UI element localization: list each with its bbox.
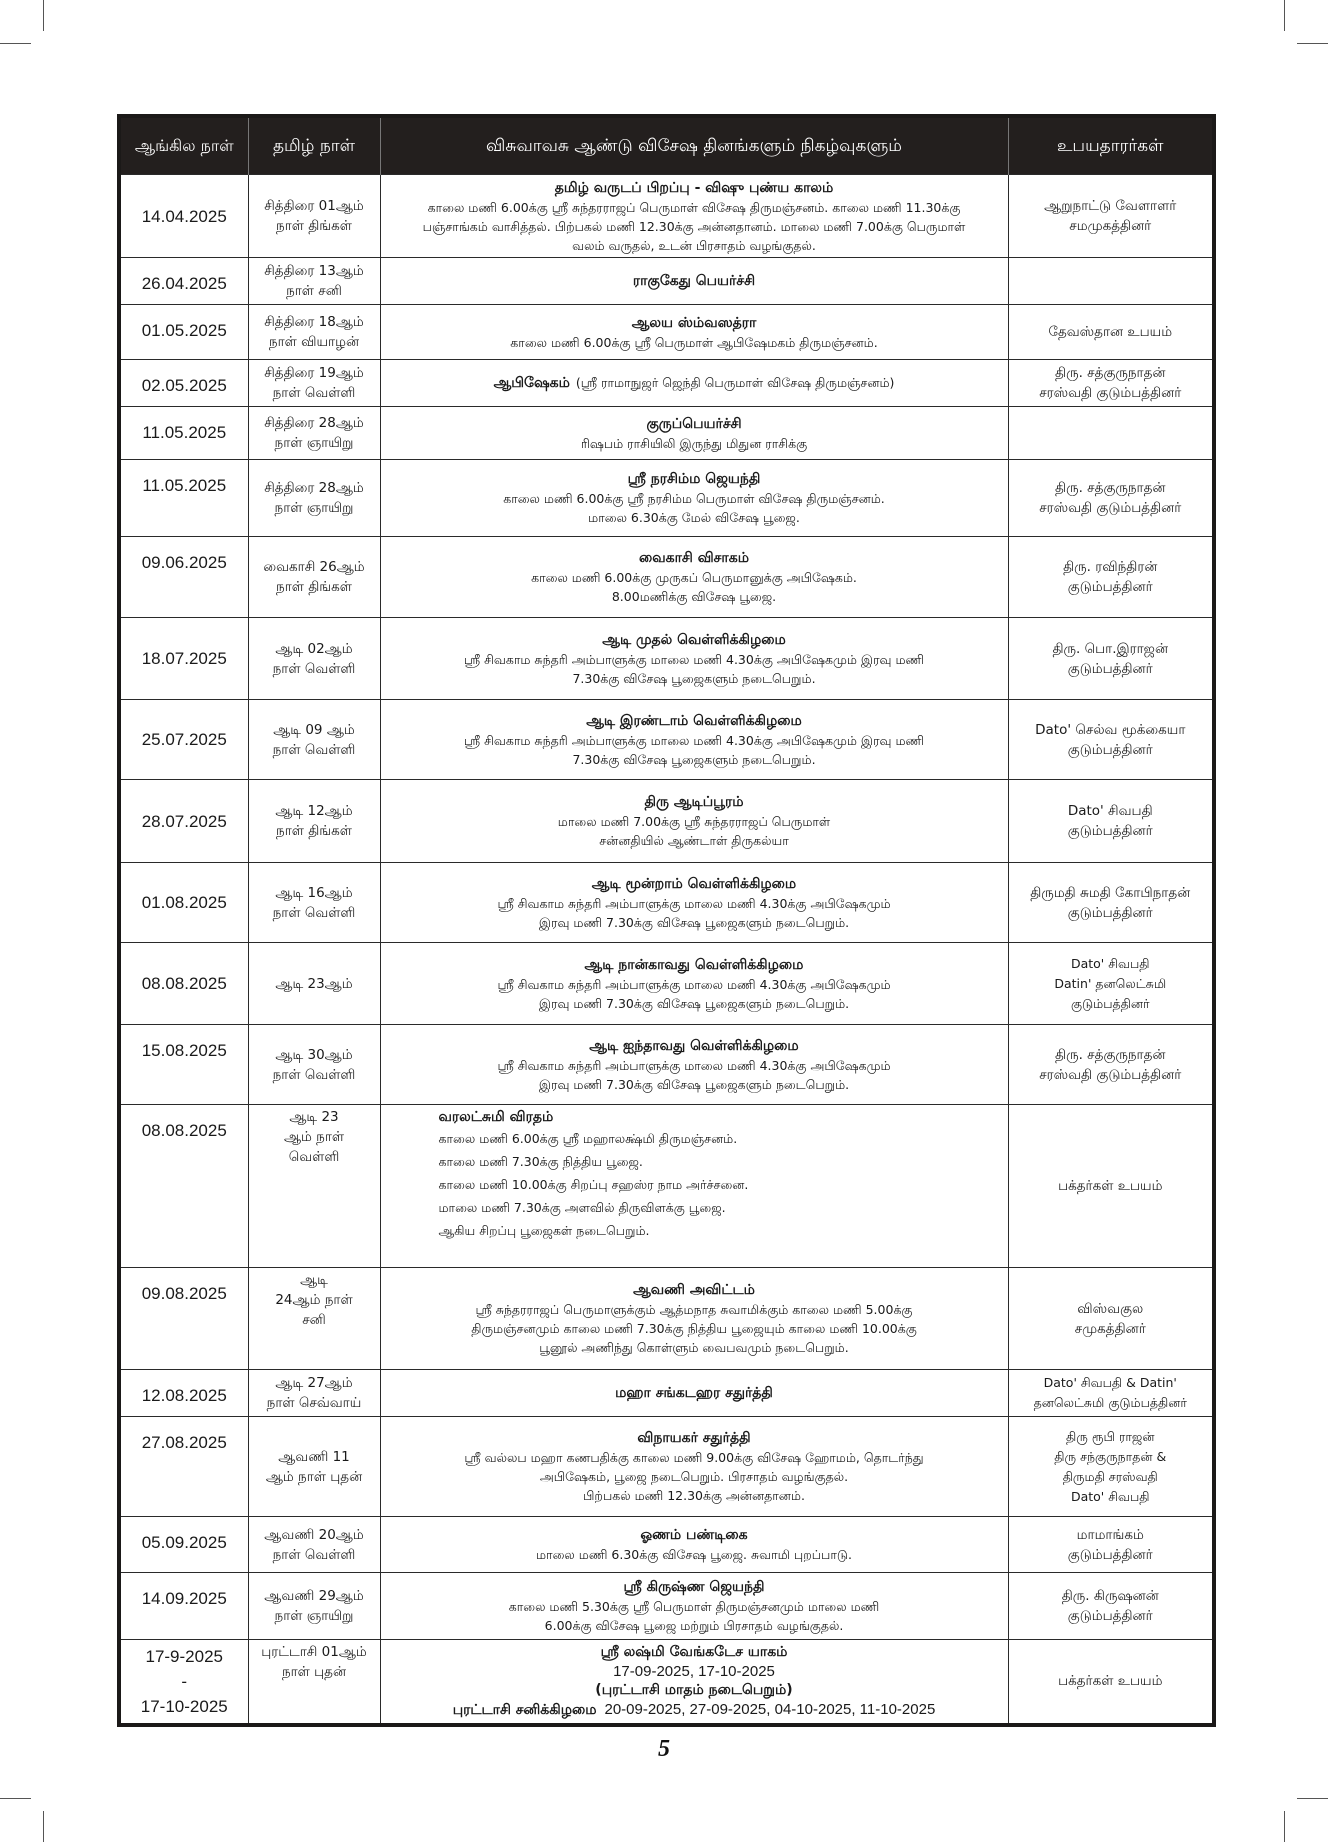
- event-title-text: ஆபிஷேகம்: [493, 375, 570, 391]
- sponsor-line: சரஸ்வதி குடும்பத்தினர்: [1039, 385, 1182, 401]
- table-row: [119, 305, 1214, 360]
- tamil-date-line: புரட்டாசி 01ஆம்: [261, 1644, 367, 1660]
- table-row: [119, 1573, 1214, 1640]
- header-english-date: ஆங்கில நாள்: [119, 116, 248, 175]
- crop-mark: [1284, 1811, 1285, 1842]
- tamil-date-cell: [248, 407, 380, 460]
- event-detail-line: காலை மணி 7.30க்கு நித்திய பூஜை.: [438, 1154, 643, 1169]
- event-title: ஆலய ஸ்ம்வஸத்ரா: [631, 314, 757, 331]
- tamil-date-cell: [248, 863, 380, 943]
- sponsor-line: சரஸ்வதி குடும்பத்தினர்: [1039, 1066, 1182, 1083]
- event-detail-line: ஸ்ரீ சிவகாம சுந்தரி அம்பாளுக்கு மாலை மணி 4.30க்கு அபிஷேகமும் இரவு மணி: [463, 651, 925, 667]
- sponsor-line: தேவஸ்தான உபயம்: [1048, 324, 1173, 340]
- english-date-cell: [119, 780, 248, 863]
- english-date: 05.09.2025: [141, 1533, 227, 1552]
- tamil-date-cell: [248, 1517, 380, 1573]
- tamil-date-line: நாள் ஞாயிறு: [274, 1608, 354, 1624]
- english-date: 11.05.2025: [142, 476, 227, 495]
- table-row: [119, 863, 1214, 943]
- sponsor-cell: [1008, 1573, 1214, 1640]
- sponsor-cell: [1008, 460, 1214, 537]
- sponsor-line: திரு. சத்குருநாதன்: [1055, 365, 1166, 381]
- event-title-suffix: (ஸ்ரீ ராமாநுஜர் ஜெந்தி பெருமாள் விசேஷ திருமஞ்சனம்): [575, 375, 895, 390]
- tamil-date-cell: [248, 175, 380, 258]
- sponsor-cell: [1008, 305, 1214, 360]
- sponsor-cell: [1008, 1025, 1214, 1105]
- sponsor-cell: [1008, 1517, 1214, 1573]
- event-cell: [380, 943, 1008, 1025]
- english-date-cell: [119, 618, 248, 700]
- sponsor-line: திரு சந்குருநாதன் &: [1054, 1448, 1167, 1464]
- event-detail-line: ஸ்ரீ சுந்தரராஜப் பெருமாளுக்கும் ஆத்மநாத சுவாமிக்கும் காலை மணி 5.00க்கு: [475, 1302, 913, 1317]
- event-detail-line: சன்னதியில் ஆண்டாள் திருகல்யா: [599, 833, 789, 848]
- tamil-date-cell: [248, 1417, 380, 1517]
- tamil-date-line: நாள் ஞாயிறு: [274, 500, 354, 516]
- event-detail-line: அபிஷேகம், பூஜை நடைபெறும். பிரசாதம் வழங்குதல்.: [539, 1469, 849, 1484]
- table-row: [119, 700, 1214, 780]
- tamil-date-line: ஆடி 16ஆம்: [275, 884, 353, 901]
- event-detail-line: 8.00மணிக்கு விசேஷ பூஜை.: [611, 589, 777, 604]
- tamil-date-line: சனி: [302, 1312, 326, 1328]
- english-date: 12.08.2025: [141, 1386, 227, 1405]
- table-row: [119, 360, 1214, 407]
- tamil-date-line: நாள் திங்கள்: [276, 218, 352, 234]
- sponsor-cell: [1008, 407, 1214, 460]
- english-date: 08.08.2025: [141, 1121, 227, 1140]
- tamil-date-line: நாள் செவ்வாய்: [266, 1395, 362, 1411]
- event-detail-line: காலை மணி 6.00க்கு ஸ்ரீ மஹாலக்ஷ்மி திருமஞ்சனம்.: [438, 1131, 738, 1146]
- tamil-date-line: ஆடி 27ஆம்: [275, 1375, 353, 1391]
- english-date-cell: [119, 460, 248, 537]
- sponsor-line: சரஸ்வதி குடும்பத்தினர்: [1039, 500, 1182, 516]
- sponsor-line: திரு. சத்குருநாதன்: [1055, 480, 1166, 496]
- event-detail-line: ஸ்ரீ சிவகாம சுந்தரி அம்பாளுக்கு மாலை மணி 4.30க்கு அபிஷேகமும்: [497, 976, 891, 992]
- event-title: ஸ்ரீ நரசிம்ம ஜெயந்தி: [627, 471, 761, 487]
- event-detail-line: பூனூல் அணிந்து கொள்ளும் வைபவமும் நடைபெறும்.: [539, 1340, 849, 1355]
- table-body: [119, 175, 1214, 1725]
- tamil-date-line: ஆடி 23ஆம்: [275, 975, 353, 992]
- sponsor-line: குடும்பத்தினர்: [1067, 660, 1153, 677]
- event-detail-line: 7.30க்கு விசேஷ பூஜைகளும் நடைபெறும்.: [572, 670, 816, 686]
- event-detail-line: ரிஷபம் ராசியிலி இருந்து மிதுன ராசிக்கு: [580, 435, 808, 451]
- table-row: [119, 1025, 1214, 1105]
- event-title: திரு ஆடிப்பூரம்: [644, 794, 744, 810]
- event-cell: [380, 1417, 1008, 1517]
- english-date-cell: [119, 305, 248, 360]
- sponsor-line: Dato' சிவபதி: [1067, 803, 1153, 819]
- event-detail-line: காலை மணி 6.00க்கு ஸ்ரீ சுந்தரராஜப் பெருமாள் விசேஷ திருமஞ்சனம். காலை மணி 11.30க்கு: [427, 199, 961, 215]
- english-date-cell: [119, 407, 248, 460]
- tamil-date-cell: [248, 943, 380, 1025]
- event-detail-line: பஞ்சாங்கம் வாசித்தல். பிற்பகல் மணி 12.30க்கு அன்னதானம். மாலை மணி 7.00க்கு பெருமாள்: [422, 218, 966, 234]
- english-date-cell: [119, 1573, 248, 1640]
- event-title: விநாயகர் சதுர்த்தி: [637, 1430, 751, 1446]
- table-row: [119, 1268, 1214, 1370]
- english-date-cell: [119, 943, 248, 1025]
- event-title: ஆடி நான்காவது வெள்ளிக்கிழமை: [584, 956, 804, 973]
- table-row: [119, 537, 1214, 618]
- event-title: ஆவணி அவிட்டம்: [633, 1282, 755, 1298]
- table-row: [119, 1105, 1214, 1268]
- tamil-date-line: வைகாசி 26ஆம்: [263, 559, 365, 575]
- sponsor-line: Datin' தனலெட்சுமி: [1054, 975, 1167, 991]
- sponsor-line: குடும்பத்தினர்: [1067, 579, 1153, 595]
- sponsor-line: குடும்பத்தினர்: [1067, 904, 1153, 921]
- english-date: 14.09.2025: [141, 1589, 227, 1608]
- tamil-date-cell: [248, 618, 380, 700]
- english-date-end: 17-10-2025: [140, 1696, 228, 1716]
- event-detail-line: காலை மணி 6.00க்கு ஸ்ரீ பெருமாள் ஆபிஷேமகம் திருமஞ்சனம்.: [510, 334, 878, 350]
- sponsor-line: Dato' சிவபதி: [1070, 1488, 1150, 1504]
- tamil-date-line: நாள் திங்கள்: [276, 579, 352, 595]
- tamil-date-line: நாள் வெள்ளி: [272, 660, 356, 677]
- festival-schedule-table: [117, 114, 1216, 1727]
- tamil-date-line: ஆவணி 20ஆம்: [264, 1526, 364, 1543]
- event-detail-line: 7.30க்கு விசேஷ பூஜைகளும் நடைபெறும்.: [572, 751, 816, 767]
- english-date-cell: [119, 1417, 248, 1517]
- event-cell: [380, 780, 1008, 863]
- tamil-date-line: நாள் ஞாயிறு: [274, 435, 354, 451]
- english-date: 09.06.2025: [141, 553, 227, 572]
- tamil-date-line: ஆவணி 29ஆம்: [264, 1588, 364, 1604]
- sponsor-line: திரு. கிருஷனன்: [1061, 1588, 1159, 1604]
- tamil-date-line: ஆடி 30ஆம்: [275, 1046, 353, 1063]
- event-cell: [380, 360, 1008, 407]
- event-detail-line: இரவு மணி 7.30க்கு விசேஷ பூஜைகளும் நடைபெறும்.: [538, 995, 850, 1011]
- sponsor-cell: [1008, 258, 1214, 305]
- english-date-cell: [119, 1517, 248, 1573]
- event-detail-line: இரவு மணி 7.30க்கு விசேஷ பூஜைகளும் நடைபெறும்.: [538, 1076, 850, 1092]
- tamil-date-line: நாள் வெள்ளி: [272, 741, 356, 758]
- english-date: 02.05.2025: [141, 376, 227, 395]
- saturday-dates: 20-09-2025, 27-09-2025, 04-10-2025, 11-10-2025: [604, 1701, 936, 1719]
- tamil-date-line: நாள் சனி: [286, 283, 342, 299]
- event-title: ஆடி மூன்றாம் வெள்ளிக்கிழமை: [591, 875, 797, 892]
- event-title: ஆடி ஐந்தாவது வெள்ளிக்கிழமை: [589, 1037, 799, 1054]
- table-row: [119, 1417, 1214, 1517]
- event-cell: [380, 1370, 1008, 1417]
- sponsor-cell: [1008, 943, 1214, 1025]
- event-cell: [380, 1640, 1008, 1725]
- event-detail-line: ஸ்ரீ சிவகாம சுந்தரி அம்பாளுக்கு மாலை மணி 4.30க்கு அபிஷேகமும்: [497, 895, 891, 911]
- tamil-date-line: ஆடி 23: [289, 1109, 339, 1125]
- event-detail-line: மாலை 6.30க்கு மேல் விசேஷ பூஜை.: [588, 510, 800, 525]
- tamil-date-line: நாள் வியாழன்: [268, 334, 360, 350]
- tamil-date-line: ஆடி 09 ஆம்: [273, 721, 355, 738]
- tamil-date-line: சித்திரை 13ஆம்: [264, 263, 364, 279]
- header-events: விசுவாவசு ஆண்டு விசேஷ தினங்களும் நிகழ்வுகளும்: [380, 116, 1008, 175]
- sponsor-cell: [1008, 700, 1214, 780]
- english-date-cell: [119, 1640, 248, 1725]
- saturday-line: [385, 1700, 1004, 1720]
- event-detail-line: திருமஞ்சனமும் காலை மணி 7.30க்கு நித்திய பூஜையும் காலை மணி 10.00க்கு: [471, 1321, 917, 1336]
- event-detail-line: மாலை மணி 7.30க்கு அளவில் திருவிளக்கு பூஜை.: [438, 1200, 726, 1215]
- english-date: 08.08.2025: [141, 974, 227, 993]
- sponsor-line: ஆறுநாட்டு வேளாளர்: [1044, 198, 1177, 214]
- sponsor-line: மாமாங்கம்: [1076, 1526, 1144, 1543]
- event-title: ஆடி முதல் வெள்ளிக்கிழமை: [602, 631, 786, 648]
- month-note: (புரட்டாசி மாதம் நடைபெறும்): [595, 1682, 793, 1699]
- event-title: தமிழ் வருடப் பிறப்பு - விஷு புண்ய காலம்: [554, 179, 834, 196]
- crop-mark: [43, 0, 44, 31]
- event-detail-line: காலை மணி 10.00க்கு சிறப்பு சஹஸ்ர நாம அர்ச்சனை.: [438, 1177, 749, 1192]
- tamil-date-cell: [248, 1025, 380, 1105]
- table-row: [119, 175, 1214, 258]
- event-cell: [380, 863, 1008, 943]
- tamil-date-cell: [248, 305, 380, 360]
- english-date-cell: [119, 360, 248, 407]
- table-row: [119, 460, 1214, 537]
- crop-mark: [1297, 43, 1328, 44]
- event-cell: [380, 258, 1008, 305]
- event-title: [494, 375, 570, 391]
- english-date: 14.04.2025: [141, 206, 227, 226]
- header-tamil-date: தமிழ் நாள்: [248, 116, 380, 175]
- table-row: [119, 780, 1214, 863]
- tamil-date-line: நாள் புதன்: [281, 1664, 347, 1680]
- sponsor-line: Dato' செல்வ மூக்கையா: [1035, 721, 1186, 738]
- english-date: 15.08.2025: [141, 1041, 227, 1060]
- table-header-row: [119, 116, 1214, 175]
- sponsor-cell: [1008, 1105, 1214, 1268]
- date-range-separator: -: [181, 1671, 188, 1691]
- event-cell: [380, 618, 1008, 700]
- sponsor-line: குடும்பத்தினர்: [1067, 823, 1153, 839]
- sponsor-line: சமுகத்தினர்: [1074, 1320, 1146, 1337]
- english-date-cell: [119, 1268, 248, 1370]
- tamil-date-cell: [248, 1640, 380, 1725]
- tamil-date-line: சித்திரை 28ஆம்: [264, 415, 364, 431]
- sponsor-line: திரு. சத்குருநாதன்: [1055, 1046, 1166, 1063]
- tamil-date-line: ஆடி 02ஆம்: [275, 640, 353, 657]
- tamil-date-cell: [248, 1370, 380, 1417]
- event-detail-line: ஸ்ரீ சிவகாம சுந்தரி அம்பாளுக்கு மாலை மணி 4.30க்கு அபிஷேகமும்: [497, 1057, 891, 1073]
- event-title: வைகாசி விசாகம்: [639, 550, 749, 566]
- english-date: 18.07.2025: [141, 649, 227, 668]
- table-row: [119, 1370, 1214, 1417]
- event-title: ராகுகேது பெயர்ச்சி: [632, 273, 756, 289]
- tamil-date-cell: [248, 258, 380, 305]
- tamil-date-cell: [248, 1573, 380, 1640]
- english-date-cell: [119, 537, 248, 618]
- table-row: [119, 407, 1214, 460]
- tamil-date-line: நாள் வெள்ளி: [272, 1066, 356, 1083]
- sponsor-line: குடும்பத்தினர்: [1067, 1608, 1153, 1624]
- event-title: ஸ்ரீ கிருஷ்ண ஜெயந்தி: [623, 1579, 765, 1595]
- english-date-cell: [119, 1370, 248, 1417]
- crop-mark: [43, 1811, 44, 1842]
- table-row: [119, 1517, 1214, 1573]
- event-cell: [380, 460, 1008, 537]
- tamil-date-cell: [248, 780, 380, 863]
- crop-mark: [1297, 1798, 1328, 1799]
- event-cell: [380, 537, 1008, 618]
- tamil-date-line: சித்திரை 01ஆம்: [264, 198, 364, 214]
- english-date-cell: [119, 863, 248, 943]
- sponsor-line: குடும்பத்தினர்: [1070, 995, 1150, 1011]
- event-cell: [380, 1105, 1008, 1268]
- event-cell: [380, 1517, 1008, 1573]
- english-date: 28.07.2025: [141, 811, 227, 831]
- crop-mark: [0, 43, 31, 44]
- tamil-date-line: ஆம் நாள் புதன்: [265, 1468, 363, 1485]
- table-row: [119, 1640, 1214, 1725]
- sponsor-line: தனலெட்சுமி குடும்பத்தினர்: [1033, 1395, 1187, 1410]
- event-detail-line: காலை மணி 6.00க்கு ஸ்ரீ நரசிம்ம பெருமாள் விசேஷ திருமஞ்சனம்.: [503, 491, 885, 506]
- event-detail-line: காலை மணி 5.30க்கு ஸ்ரீ பெருமாள் திருமஞ்சனமும் மாலை மணி: [508, 1599, 880, 1614]
- english-date: 01.05.2025: [141, 321, 227, 340]
- sponsor-line: Dato' சிவபதி: [1070, 955, 1150, 971]
- tamil-date-cell: [248, 537, 380, 618]
- event-cell: [380, 407, 1008, 460]
- sponsor-line: திரு. ரவிந்திரன்: [1063, 559, 1158, 575]
- english-date-cell: [119, 1025, 248, 1105]
- event-detail-line: இரவு மணி 7.30க்கு விசேஷ பூஜைகளும் நடைபெறும்.: [538, 914, 850, 930]
- tamil-date-line: ஆடி 12ஆம்: [275, 803, 353, 819]
- english-date-cell: [119, 175, 248, 258]
- event-cell: [380, 175, 1008, 258]
- event-title: குருப்பெயர்ச்சி: [646, 415, 742, 432]
- tamil-date-line: நாள் வெள்ளி: [272, 904, 356, 921]
- sponsor-cell: [1008, 360, 1214, 407]
- english-date: 17-9-2025: [145, 1646, 223, 1666]
- yagam-dates: 17-09-2025, 17-10-2025: [613, 1663, 775, 1681]
- sponsor-cell: [1008, 1370, 1214, 1417]
- event-detail-line: பிற்பகல் மணி 12.30க்கு அன்னதானம்.: [583, 1488, 805, 1503]
- sponsor-line: திரு. பொ.இராஜன்: [1052, 640, 1169, 657]
- tamil-date-line: ஆடி: [300, 1272, 328, 1288]
- event-title: வரலட்சுமி விரதம்: [438, 1109, 554, 1125]
- event-detail-line: ஆகிய சிறப்பு பூஜைகள் நடைபெறும்.: [438, 1223, 650, 1238]
- sponsor-cell: [1008, 863, 1214, 943]
- sponsor-line: விஸ்வகுல: [1077, 1300, 1144, 1317]
- tamil-date-cell: [248, 360, 380, 407]
- tamil-date-line: சித்திரை 19ஆம்: [264, 365, 364, 381]
- page-number: 5: [658, 1736, 670, 1762]
- tamil-date-line: நாள் வெள்ளி: [272, 385, 356, 401]
- sponsor-cell: [1008, 780, 1214, 863]
- event-cell: [380, 305, 1008, 360]
- sponsor-cell: [1008, 618, 1214, 700]
- sponsor-line: பக்தர்கள் உபயம்: [1058, 1178, 1163, 1194]
- sponsor-cell: [1008, 175, 1214, 258]
- crop-mark: [0, 1798, 31, 1799]
- tamil-date-line: வெள்ளி: [288, 1149, 340, 1165]
- tamil-date-cell: [248, 700, 380, 780]
- sponsor-cell: [1008, 537, 1214, 618]
- english-date-cell: [119, 258, 248, 305]
- english-date: 09.08.2025: [141, 1284, 227, 1303]
- sponsor-line: Dato' சிவபதி & Datin': [1043, 1375, 1177, 1390]
- sponsor-line: சமமுகத்தினர்: [1069, 218, 1152, 234]
- event-detail-line: மாலை மணி 7.00க்கு ஸ்ரீ சுந்தரராஜப் பெருமாள்: [557, 814, 831, 829]
- sponsor-cell: [1008, 1417, 1214, 1517]
- sponsor-line: திருமதி சரஸ்வதி: [1062, 1468, 1158, 1484]
- english-date: 11.05.2025: [142, 423, 227, 442]
- tamil-date-cell: [248, 460, 380, 537]
- table-row: [119, 943, 1214, 1025]
- tamil-date-line: சித்திரை 28ஆம்: [264, 480, 364, 496]
- event-cell: [380, 1573, 1008, 1640]
- event-detail-line: ஸ்ரீ சிவகாம சுந்தரி அம்பாளுக்கு மாலை மணி 4.30க்கு அபிஷேகமும் இரவு மணி: [463, 732, 925, 748]
- tamil-date-line: நாள் வெள்ளி: [272, 1546, 356, 1563]
- event-cell: [380, 1025, 1008, 1105]
- event-detail-line: 6.00க்கு விசேஷ பூஜை மற்றும் பிரசாதம் வழங்குதல்.: [544, 1618, 844, 1633]
- english-date-cell: [119, 700, 248, 780]
- header-sponsors: உபயதாரர்கள்: [1008, 116, 1214, 175]
- tamil-date-line: 24ஆம் நாள்: [275, 1292, 353, 1308]
- tamil-date-line: ஆவணி 11: [278, 1448, 350, 1465]
- tamil-date-line: ஆம் நாள்: [283, 1129, 345, 1145]
- sponsor-line: குடும்பத்தினர்: [1067, 1546, 1153, 1563]
- sponsor-line: திரு ரூபி ராஜன்: [1066, 1428, 1155, 1444]
- event-detail-line: காலை மணி 6.00க்கு முருகப் பெருமானுக்கு அபிஷேகம்.: [531, 570, 857, 585]
- sponsor-line: குடும்பத்தினர்: [1067, 741, 1153, 758]
- sponsor-line: பக்தர்கள் உபயம்: [1058, 1673, 1163, 1690]
- tamil-date-cell: [248, 1105, 380, 1268]
- sponsor-cell: [1008, 1268, 1214, 1370]
- event-cell: [380, 1268, 1008, 1370]
- event-detail-line: மாலை மணி 6.30க்கு விசேஷ பூஜை. சுவாமி புறப்பாடு.: [536, 1547, 852, 1562]
- crop-mark: [1284, 0, 1285, 31]
- sponsor-line: திருமதி சுமதி கோபிநாதன்: [1030, 884, 1191, 901]
- event-cell: [380, 700, 1008, 780]
- table-row: [119, 258, 1214, 305]
- tamil-date-line: நாள் திங்கள்: [276, 823, 352, 839]
- saturday-label: புரட்டாசி சனிக்கிழமை: [452, 1702, 597, 1719]
- tamil-date-cell: [248, 1268, 380, 1370]
- event-detail-line: ஸ்ரீ வல்லப மஹா கணபதிக்கு காலை மணி 9.00க்கு விசேஷ ஹோமம், தொடர்ந்து: [464, 1450, 924, 1465]
- sponsor-cell: [1008, 1640, 1214, 1725]
- event-title: மஹா சங்கடஹர சதுர்த்தி: [615, 1385, 773, 1401]
- english-date: 01.08.2025: [141, 893, 227, 912]
- english-date: 26.04.2025: [141, 274, 227, 293]
- event-title: ஆடி இரண்டாம் வெள்ளிக்கிழமை: [586, 712, 802, 729]
- event-title: ஓணம் பண்டிகை: [640, 1527, 748, 1543]
- tamil-date-line: சித்திரை 18ஆம்: [264, 314, 364, 330]
- event-title: ஸ்ரீ லஷ்மி வேங்கடேச யாகம்: [600, 1644, 788, 1661]
- english-date: 25.07.2025: [141, 730, 227, 749]
- english-date-cell: [119, 1105, 248, 1268]
- table-row: [119, 618, 1214, 700]
- english-date: 27.08.2025: [141, 1433, 227, 1452]
- event-detail-line: வலம் வருதல், உடன் பிரசாதம் வழங்குதல்.: [572, 237, 816, 253]
